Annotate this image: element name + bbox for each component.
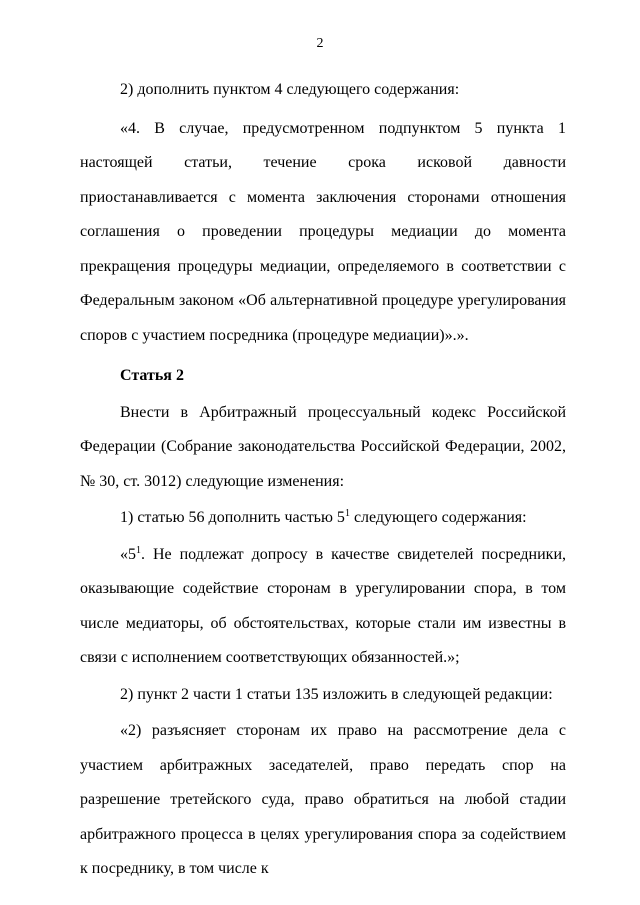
text-segment: «5 xyxy=(120,545,136,563)
paragraph-article-56-amendment xyxy=(80,501,566,536)
paragraph-part-5-1-text xyxy=(80,538,566,676)
paragraph-amendment-point-4: 2) дополнить пунктом 4 следующего содержания: xyxy=(120,81,460,98)
page-number: 2 xyxy=(316,36,324,51)
text-segment: 1) статью 56 дополнить частью 5 xyxy=(120,509,345,526)
paragraph-article-2-intro: Внести в Арбитражный процессуальный кодекс Российской Федерации (Собрание законодательства Российской Федерации, 2002, № 30, ст. 3012) следующие изменения: xyxy=(80,403,566,490)
paragraph-point-4-text: «4. В случае, предусмотренном подпунктом 5 пункта 1 настоящей статьи, течение срока исковой давности приостанавливается с момента заключения сторонами отношения соглашения о проведении процедуры медиации до момента прекращения процедуры медиации, определяемого в соответствии с Федеральным законом «Об альтернативной процедуре урегулирования споров с участием посредника (процедуре медиации)».». xyxy=(80,119,566,344)
superscript: 1 xyxy=(136,544,141,556)
text-segment: следующего содержания: xyxy=(349,509,527,526)
paragraph-point-2-text: «2) разъясняет сторонам их право на рассмотрение дела с участием арбитражных заседателей, право передать спор на разрешение третейского суда, право обратиться на любой стадии арбитражного процесса в целях урегулирования спора за содействием к посреднику, в том числе к xyxy=(80,722,566,877)
superscript: 1 xyxy=(344,508,350,519)
article-heading: Статья 2 xyxy=(120,367,184,384)
text-segment: . Не подлежат допросу в качестве свидетелей посредники, оказывающие содействие сторонам в урегулировании спора, в том числе медиаторы, об обстоятельствах, которые стали им известны в связи с исполнением соответствующих обязанностей.»; xyxy=(80,545,566,666)
paragraph-article-135-amendment: 2) пункт 2 части 1 статьи 135 изложить в следующей редакции: xyxy=(120,685,553,703)
document-body xyxy=(80,73,566,887)
